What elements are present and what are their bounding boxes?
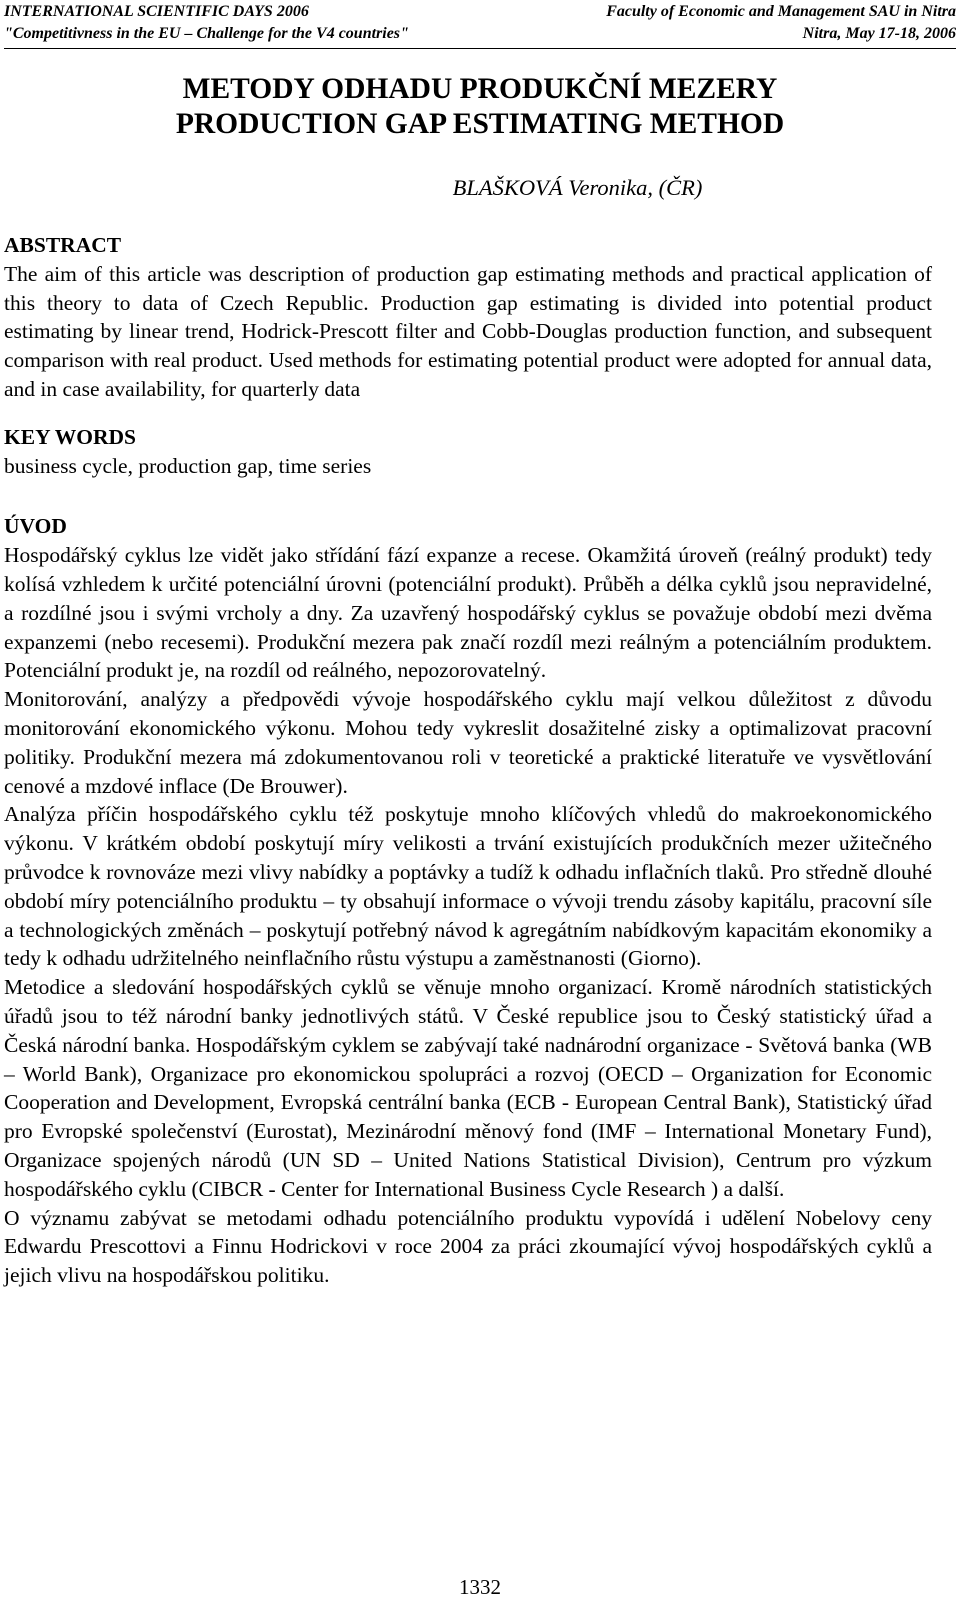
keywords-heading: KEY WORDS	[4, 424, 137, 449]
header-row-1	[4, 1, 956, 23]
introduction-heading: ÚVOD	[4, 514, 67, 539]
introduction-paragraph: Metodice a sledování hospodářských cyklů se věnuje mnoho organizací. Kromě národních statistických úřadů jsou to též národní banky jednotlivých států. V České republice jsou to Český statistický úřad a Česká národní banka. Hospodářským cyklem se zabývají také nadnárodní organizace - Světová banka (WB – World Bank), Organizace pro ekonomickou spolupráci a rozvoj (OECD – Organization for Economic Cooperation and Development, Evropská centrální banka (ECB - European Central Bank), Statistický úřad pro Evropské společenství (Eurostat), Mezinárodní měnový fond (IMF – International Monetary Fund), Organizace spojených národů (UN SD – United Nations Statistical Division), Centrum pro výzkum hospodářského cyklu (CIBCR - Center for International Business Cycle Research ) a další.	[4, 975, 932, 1201]
author: BLAŠKOVÁ Veronika, (ČR)	[452, 175, 703, 200]
header-faculty: Faculty of Economic and Management SAU in Nitra	[606, 3, 956, 20]
introduction-section	[4, 512, 932, 1290]
keywords-text: business cycle, production gap, time series	[4, 453, 372, 478]
title-english: PRODUCTION GAP ESTIMATING METHOD	[175, 108, 785, 140]
abstract-section	[4, 231, 932, 404]
keywords-section	[4, 423, 932, 481]
paper-body	[4, 231, 932, 1290]
header-row-2	[4, 23, 956, 45]
title-czech: METODY ODHADU PRODUKČNÍ MEZERY	[182, 73, 778, 105]
abstract-heading: ABSTRACT	[4, 233, 122, 257]
header-theme: "Competitivness in the EU – Challenge for the V4 countries"	[4, 25, 409, 42]
running-header	[4, 1, 956, 49]
header-conference: INTERNATIONAL SCIENTIFIC DAYS 2006	[4, 3, 309, 20]
introduction-paragraph: Monitorování, analýzy a předpovědi vývoje hospodářského cyklu mají velkou důležitost z důvodu monitorování ekonomického výkonu. Mohou tedy vykreslit dosažitelné zisky a optimalizovat pracovní politiky. Produkční mezera má zdokumentovanou roli v teoretické a praktické literatuře ve vysvětlování cenové a mzdové inflace (De Brouwer).	[4, 687, 932, 798]
abstract-text: The aim of this article was description of production gap estimating methods and practical application of this theory to data of Czech Republic. Production gap estimating is divided into potential product estimating by linear trend, Hodrick-Prescott filter and Cobb-Douglas production function, and subsequent comparison with real product. Used methods for estimating potential product were adopted for annual data, and in case availability, for quarterly data	[4, 261, 932, 401]
introduction-paragraph: O významu zabývat se metodami odhadu potenciálního produktu vypovídá i udělení Nobelovy ceny Edwardu Prescottovi a Finnu Hodrickovi v roce 2004 za práci zkoumající vývoj hospodářských cyklů a jejich vlivu na hospodářskou politiku.	[4, 1205, 932, 1288]
introduction-paragraph: Analýza příčin hospodářského cyklu též poskytuje mnoho klíčových vhledů do makroekonomického výkonu. V krátkém období poskytují míry velikosti a trvání existujících produkčních mezer užitečného průvodce k rovnováze mezi vlivy nabídky a poptávky a tudíž k odhadu inflačních tlaků. Pro středně dlouhé období míry potenciálního produktu – ty obsahují informace o vývoji trendu zásoby kapitálu, pracovní síle a technologických změnách – poskytují potřebný návod k agregátním nabídkovým kapacitám ekonomiky a tedy k odhadu udržitelného neinflačního růstu výstupu a zaměstnanosti (Giorno).	[4, 802, 932, 971]
introduction-paragraph: Hospodářský cyklus lze vidět jako střídání fází expanze a recese. Okamžitá úroveň (reálný produkt) tedy kolísá vzhledem k určité potenciální úrovni (potenciální produkt). Průběh a délka cyklů jsou nepravidelné, a rozdílné jsou i svými vrcholy a dny. Za uzavřený hospodářský cyklus se považuje období mezi dvěma expanzemi (nebo recesemi). Produkční mezera pak značí rozdíl mezi reálným a potenciálním produktem. Potenciální produkt je, na rozdíl od reálného, nepozorovatelný.	[4, 543, 932, 683]
page-number: 1332	[459, 1575, 501, 1599]
paper-title	[0, 72, 960, 142]
header-place-date: Nitra, May 17-18, 2006	[802, 25, 956, 42]
